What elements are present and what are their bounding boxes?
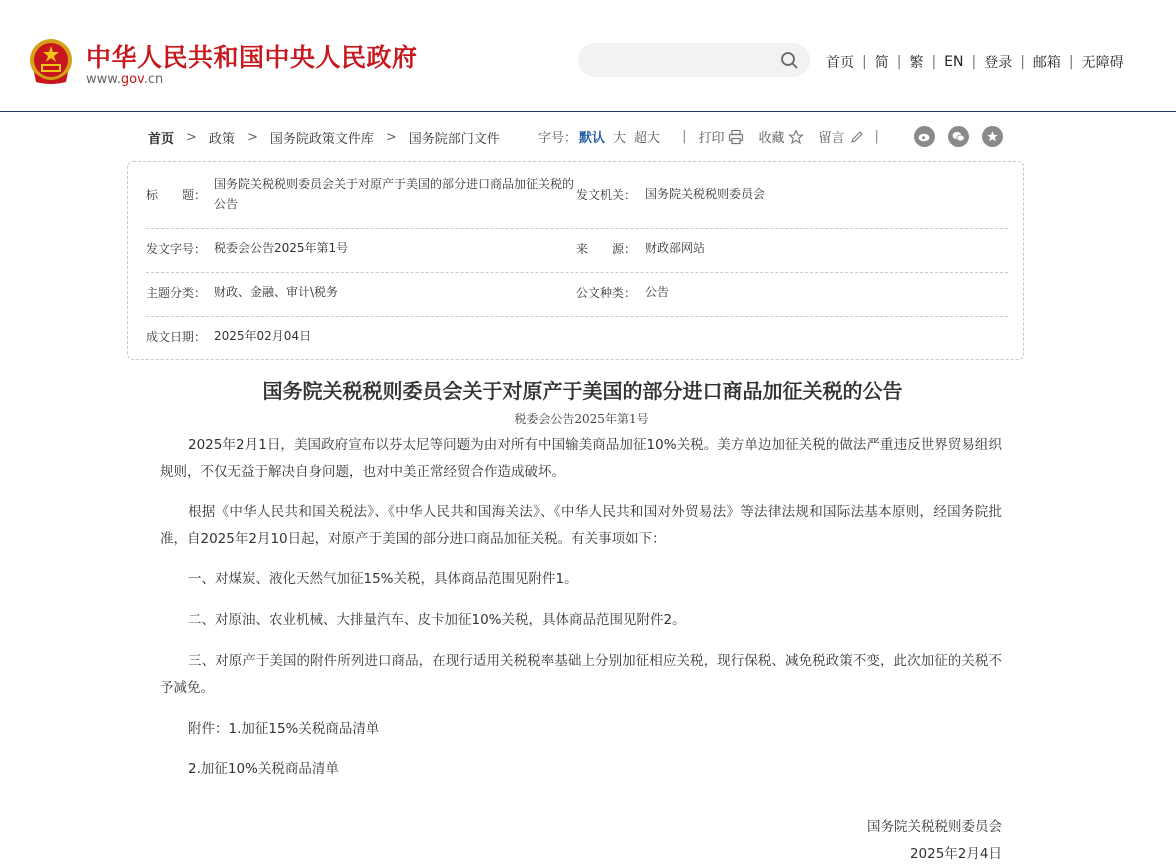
tool-separator: | — [874, 129, 879, 144]
attachment-link-1[interactable]: 附件：1.加征15%关税商品清单 — [188, 721, 380, 737]
nav-accessibility[interactable]: 无障碍 — [1081, 55, 1124, 71]
site-title[interactable]: 中华人民共和国中央人民政府 — [86, 43, 418, 72]
message-button[interactable]: 留言 — [818, 131, 845, 146]
domain-suffix: .cn — [143, 72, 164, 87]
info-row-docno — [146, 228, 1008, 273]
article-sign-date: 2025年2月4日 — [909, 846, 1002, 862]
share-icons — [901, 126, 1003, 147]
wechat-icon[interactable] — [948, 126, 969, 147]
info-issuer-value: 国务院关税税则委员会 — [645, 187, 766, 201]
site-header — [0, 0, 1176, 112]
favorite-button[interactable]: 收藏 — [758, 131, 785, 146]
article-paragraph: 2025年2月1日，美国政府宣布以芬太尼等问题为由对所有中国输美商品加征10%关税。美方单边加征关税的做法严重违反世界贸易组织规则，不仅无益于解决自身问题，也对中美正常经贸合作造成破坏。 — [160, 437, 1002, 480]
article-tools — [538, 126, 1003, 147]
tool-separator: | — [682, 129, 687, 144]
star-icon[interactable] — [788, 129, 804, 145]
info-row-title — [146, 172, 1008, 229]
breadcrumb-policy[interactable]: 政策 — [208, 132, 235, 147]
info-doctype-value: 公告 — [645, 285, 670, 299]
nav-separator: | — [896, 54, 902, 70]
info-title-value: 国务院关税税则委员会关于对原产于美国的部分进口商品加征关税的公告 — [214, 177, 575, 211]
font-size-large[interactable]: 大 — [613, 131, 627, 146]
print-icon[interactable] — [728, 129, 744, 145]
chevron-right-icon: > — [186, 130, 197, 145]
breadcrumb-policy-library[interactable]: 国务院政策文件库 — [269, 132, 374, 147]
domain-main: gov — [120, 72, 144, 87]
search-icon[interactable] — [780, 51, 798, 69]
info-title-label: 标 题： — [146, 188, 207, 202]
info-doctype-label: 公文种类： — [576, 286, 637, 300]
chevron-right-icon: > — [385, 130, 397, 145]
info-issuer-label: 发文机关： — [576, 188, 637, 202]
search-input[interactable] — [578, 43, 810, 77]
article-title: 国务院关税税则委员会关于对原产于美国的部分进口商品加征关税的公告 — [262, 379, 903, 403]
font-size-label: 字号： — [538, 131, 578, 146]
nav-traditional[interactable]: 繁 — [909, 55, 924, 71]
article-paragraph: 三、对原产于美国的附件所列进口商品，在现行适用关税税率基础上分别加征相应关税，现行保税、减免税政策不变，此次加征的关税不予减免。 — [160, 653, 1002, 696]
nav-separator: | — [1068, 54, 1074, 70]
chevron-right-icon: > — [246, 130, 258, 145]
domain-prefix: www. — [86, 72, 121, 87]
info-docno-value: 税委会公告2025年第1号 — [214, 241, 349, 255]
font-size-default[interactable]: 默认 — [579, 131, 606, 146]
font-size-xlarge[interactable]: 超大 — [634, 131, 661, 146]
site-domain[interactable] — [86, 72, 163, 87]
article-doc-number: 税委会公告2025年第1号 — [514, 412, 649, 426]
nav-mail[interactable]: 邮箱 — [1032, 55, 1061, 71]
article-paragraph: 根据《中华人民共和国关税法》、《中华人民共和国海关法》、《中华人民共和国对外贸易法》等法律法规和国际法基本原则，经国务院批准，自2025年2月10日起，对原产于美国的部分进口商品加征关税。有关事项如下： — [160, 504, 1002, 547]
print-button[interactable]: 打印 — [698, 131, 725, 146]
info-topic-value: 财政、金融、审计\税务 — [214, 285, 339, 299]
nav-home[interactable]: 首页 — [826, 55, 854, 71]
weibo-icon[interactable] — [914, 126, 935, 147]
nav-separator: | — [862, 54, 867, 70]
pencil-icon[interactable] — [849, 129, 865, 145]
top-nav — [826, 52, 1124, 72]
nav-separator: | — [931, 54, 937, 70]
national-emblem-icon[interactable] — [28, 38, 74, 86]
nav-english[interactable]: EN — [944, 54, 964, 70]
nav-separator: | — [1020, 54, 1025, 70]
breadcrumb — [148, 128, 500, 147]
info-source-value: 财政部网站 — [645, 241, 706, 255]
article-paragraph: 二、对原油、农业机械、大排量汽车、皮卡加征10%关税，具体商品范围见附件2。 — [188, 612, 686, 628]
breadcrumb-toolbar — [0, 112, 1176, 160]
info-docno-label: 发文字号： — [146, 242, 207, 256]
breadcrumb-dept-docs[interactable]: 国务院部门文件 — [408, 132, 500, 147]
info-row-date — [146, 316, 1008, 356]
attachment-link-2[interactable]: 2.加征10%关税商品清单 — [188, 761, 339, 777]
article-paragraph: 一、对煤炭、液化天然气加征15%关税，具体商品范围见附件1。 — [188, 571, 578, 587]
favorite-star-icon[interactable] — [982, 126, 1003, 147]
nav-login[interactable]: 登录 — [984, 55, 1013, 71]
breadcrumb-home[interactable]: 首页 — [148, 132, 175, 147]
nav-separator: | — [971, 54, 977, 70]
info-source-label: 来 源： — [576, 242, 637, 256]
info-row-topic — [146, 272, 1008, 317]
info-date-value: 2025年02月04日 — [214, 329, 312, 343]
document-info-box — [127, 161, 1024, 360]
info-topic-label: 主题分类： — [146, 286, 207, 300]
nav-simplified[interactable]: 简 — [874, 55, 889, 71]
info-date-label: 成文日期： — [146, 330, 207, 344]
article-signature: 国务院关税税则委员会 — [867, 819, 1002, 835]
